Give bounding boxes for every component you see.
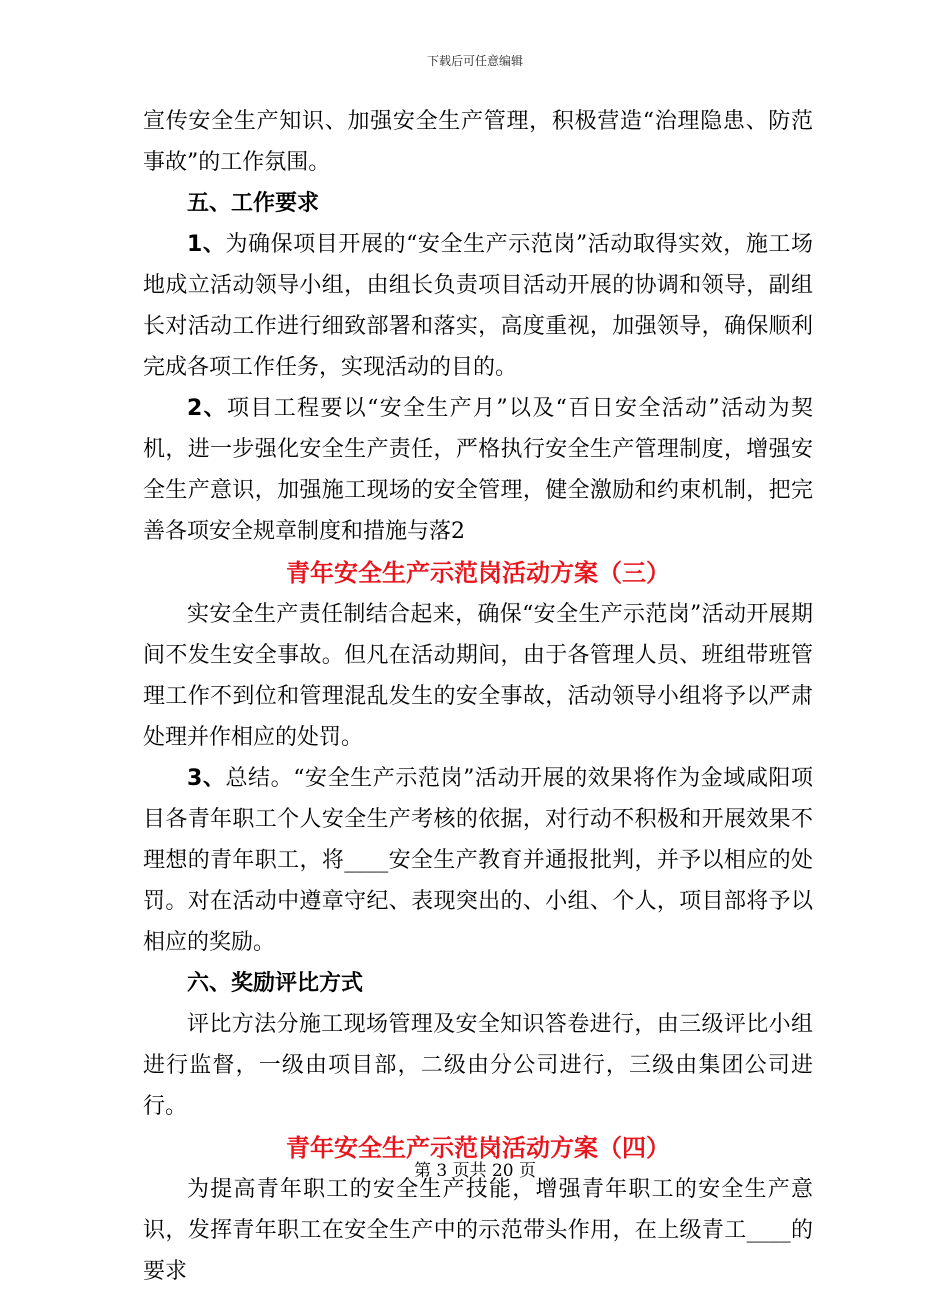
item-number: 1、: [187, 232, 226, 257]
section-title-plan-4: 青年安全生产示范岗活动方案（四）: [286, 1134, 670, 1162]
paragraph-plan-4-intro: 为提高青年职工的安全生产技能，增强青年职工的安全生产意识，发挥青年职工在安全生产中的示范带头作用，在上级青工____的要求: [143, 1177, 813, 1284]
paragraph-requirement-1: [143, 224, 813, 388]
paragraph-text: 项目工程要以“安全生产月”以及“百日安全活动”活动为契机，进一步强化安全生产责任，严格执行安全生产管理制度，增强安全生产意识，加强施工现场的安全管理，健全激励和约束机制，把完善各项安全规章制度和措施与落2: [143, 396, 813, 544]
section-title-plan-3: 青年安全生产示范岗活动方案（三）: [286, 559, 670, 587]
item-number: 3、: [187, 766, 226, 791]
paragraph-requirement-2: [143, 388, 813, 552]
section-heading-work-requirements: 五、工作要求: [187, 191, 320, 216]
paragraph-publicity: 宣传安全生产知识、加强安全生产管理，积极营造“治理隐患、防范事故”的工作氛围。: [143, 109, 813, 175]
page-header-note: 下载后可任意编辑: [426, 54, 523, 68]
item-number: 2、: [187, 396, 227, 421]
paragraph-summary: [143, 758, 813, 963]
paragraph-responsibility: 实安全生产责任制结合起来，确保“安全生产示范岗”活动开展期间不发生安全事故。但凡在活动期间，由于各管理人员、班组带班管理工作不到位和管理混乱发生的安全事故，活动领导小组将予以严肃处理并作相应的处罚。: [143, 602, 813, 750]
page-footer-page-number: 第 3 页共 20 页: [413, 1161, 537, 1181]
paragraph-text: 总结。“安全生产示范岗”活动开展的效果将作为金域咸阳项目各青年职工个人安全生产考核的依据，对行动不积极和开展效果不理想的青年职工，将____安全生产教育并通报批判，并予以相应的处罚。对在活动中遵章守纪、表现突出的、小组、个人，项目部将予以相应的奖励。: [143, 766, 813, 955]
paragraph-text: 为确保项目开展的“安全生产示范岗”活动取得实效，施工场地成立活动领导小组，由组长负责项目活动开展的协调和领导，副组长对活动工作进行细致部署和落实，高度重视，加强领导，确保顺利完成各项工作任务，实现活动的目的。: [143, 232, 813, 380]
paragraph-evaluation-method: 评比方法分施工现场管理及安全知识答卷进行，由三级评比小组进行监督，一级由项目部，二级由分公司进行，三级由集团公司进行。: [143, 1012, 813, 1119]
document-body: [143, 101, 813, 1292]
section-heading-award-evaluation: 六、奖励评比方式: [187, 971, 364, 996]
